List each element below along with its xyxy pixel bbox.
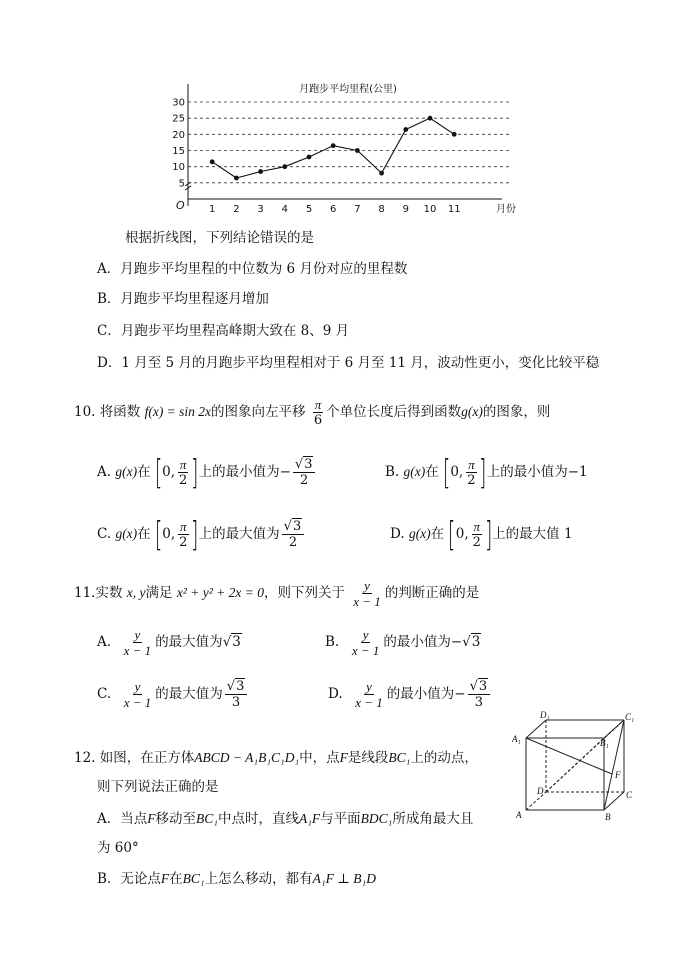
q11-equation: x² + y² + 2x = 0 <box>176 585 264 600</box>
q11-d-text: 的最小值为 <box>386 686 455 702</box>
mileage-chart <box>170 78 530 218</box>
data-point <box>307 155 312 160</box>
q12-b2: 在 <box>169 871 183 887</box>
q11-c-label: C. <box>97 686 112 702</box>
data-point <box>210 159 215 164</box>
q10-a-sqrt3: 3 <box>304 457 313 472</box>
y-tick-label: 15 <box>172 146 185 157</box>
q11-option-a: A. $\frac{y}{x - 1}$ 的最大值为√3 <box>97 627 241 658</box>
q10-function-f: f(x) = sin 2x <box>144 404 212 419</box>
q10-stem <box>74 395 550 429</box>
q11-number: 11. <box>74 585 96 601</box>
q11-c-den: x − 1 <box>123 695 152 710</box>
data-point <box>355 148 360 153</box>
q11-b-den: x − 1 <box>351 643 380 658</box>
q12-b3: 上怎么移动，都有 <box>204 871 313 887</box>
q11-d-den: x − 1 <box>355 695 383 710</box>
q11-d-num: y <box>366 679 372 694</box>
data-point <box>452 132 457 137</box>
q9-option-c: C．月跑步平均里程高峰期大致在 8、9 月 <box>97 323 350 339</box>
label-C1: C₁ <box>625 712 635 722</box>
q12-line-1 <box>74 748 478 768</box>
q10-c-sqrt3: 3 <box>292 519 302 534</box>
q10-a-int: 0, <box>162 464 176 480</box>
q11-text-2: 满足 <box>145 585 173 601</box>
q12-b1: B．无论点 <box>97 871 161 887</box>
q11-d-label: D. <box>328 686 343 702</box>
y-tick-label: 20 <box>172 129 185 141</box>
q11-d-den3: 3 <box>474 695 484 710</box>
x-tick-label: 4 <box>281 204 288 215</box>
q11-a-label: A. <box>97 634 112 650</box>
x-tick-label: 2 <box>233 204 240 215</box>
q10-d-g: g(x) <box>408 526 431 541</box>
data-point <box>403 127 408 132</box>
q10-a-pi: π <box>179 457 187 472</box>
q10-a-g: g(x) <box>115 464 138 479</box>
q12-a-a1f: A₁F <box>298 811 321 826</box>
q11-d-sqrt3: 3 <box>478 679 488 694</box>
x-tick-label: 1 <box>209 204 216 215</box>
label-A: A <box>516 810 522 820</box>
q11-b-sqrt3: 3 <box>471 634 481 650</box>
q10-a-label: A. <box>97 464 112 480</box>
q10-text-2: 的图象向左平移 <box>211 404 306 420</box>
q12-a4: 与平面 <box>320 811 361 827</box>
y-tick-label: 10 <box>172 162 185 174</box>
q12-line-2: 则下列说法正确的是 <box>97 779 219 795</box>
q12-b-bc1: BC₁ <box>182 871 205 886</box>
q10-c-pi: π <box>180 519 187 534</box>
q12-text-1d: 上的动点， <box>410 750 478 766</box>
chart-svg <box>170 78 530 218</box>
q11-stem <box>74 575 479 611</box>
q10-c-two: 2 <box>179 535 188 550</box>
q11-frac-num: y <box>364 578 370 593</box>
label-C: C <box>626 790 633 800</box>
q12-a-bc1: BC₁ <box>196 811 218 826</box>
chart-title: 月跑步平均里程(公里) <box>299 84 397 95</box>
q10-c-zai: 在 <box>137 526 151 542</box>
q10-number: 10. <box>74 404 96 420</box>
x-axis-label: 月份 <box>496 204 516 215</box>
q12-cube: ABCD − A₁B₁C₁D₁ <box>194 750 300 765</box>
q11-c-den3: 3 <box>231 695 241 710</box>
q12-bc1: BC₁ <box>388 750 411 765</box>
q11-text-3: ，则下列关于 <box>263 585 345 601</box>
q10-c-g: g(x) <box>115 526 138 541</box>
q11-b-num: y <box>362 627 369 642</box>
q10-text-4: 的图象，则 <box>482 404 551 420</box>
q10-text-3: 个单位长度后得到函数 <box>326 404 462 420</box>
y-tick-label: 5 <box>178 178 185 190</box>
q10-c-int: 0, <box>162 526 176 542</box>
label-B1: B₁ <box>600 738 609 748</box>
q12-a5: 所成角最大且 <box>392 811 474 827</box>
data-point <box>428 116 433 121</box>
q10-b-label: B. <box>385 464 400 480</box>
q10-d-zai: 在 <box>430 526 445 542</box>
q10-six: 6 <box>313 413 323 428</box>
q11-text-4: 的判断正确的是 <box>384 585 480 601</box>
q12-a-F: F <box>147 811 156 826</box>
q11-xy: x, y <box>126 585 146 600</box>
q10-c-label: C. <box>97 526 112 542</box>
q12-a3: 中点时，直线 <box>217 811 299 827</box>
q10-option-c: C. g(x)在 [0, $\frac{\pi}{2}$ ]上的最大值为 $\frac{√3}{2}$ <box>97 514 306 554</box>
q10-b-pi: π <box>468 457 475 472</box>
q10-a-zai: 在 <box>137 464 151 480</box>
q12-b4: A₁F ⊥ B₁D <box>312 871 376 886</box>
q11-b-text: 的最小值为 <box>383 634 451 650</box>
label-B: B <box>605 812 611 822</box>
q12-a-bdc1: BDC₁ <box>360 811 393 826</box>
q10-a-text: 上的最小值为 <box>198 464 280 480</box>
q11-option-c: C. $\frac{y}{x - 1}$ 的最大值为 $\frac{√3}{3}$ <box>97 674 249 714</box>
q10-option-d: D. g(x)在 [0, $\frac{\pi}{2}$ ]上的最大值 1 <box>390 514 573 555</box>
x-tick-label: 6 <box>330 204 337 215</box>
q10-a-den: 2 <box>300 473 309 488</box>
q11-a-den: x − 1 <box>123 643 152 658</box>
q12-a2: 移动至 <box>155 811 196 827</box>
q10-pi-over-6 <box>312 397 324 428</box>
q10-b-two: 2 <box>467 473 476 488</box>
y-tick-label: 25 <box>172 113 185 125</box>
q11-c-sqrt3: 3 <box>236 679 245 694</box>
right-bracket: ] <box>191 452 199 493</box>
q12-option-a-line2: 为 60° <box>97 840 139 856</box>
q12-option-b <box>97 869 376 889</box>
q10-d-label: D. <box>390 526 405 542</box>
q10-function-g: g(x) <box>461 404 483 419</box>
q12-number: 12. <box>74 750 96 766</box>
q12-text-1c: 是线段 <box>347 750 389 766</box>
q11-a-num: y <box>134 627 141 642</box>
q10-option-b: B. g(x)在 [0, $\frac{\pi}{2}$ ]上的最小值为−1 <box>385 452 588 493</box>
q9-stem: 根据折线图，下列结论错误的是 <box>125 230 314 246</box>
q11-c-num: y <box>134 679 141 694</box>
q11-c-text: 的最大值为 <box>155 686 223 702</box>
q10-a-two: 2 <box>179 473 188 488</box>
q9-option-b: B．月跑步平均里程逐月增加 <box>97 291 269 307</box>
q12-b-F: F <box>160 871 170 886</box>
label-D1: D₁ <box>540 710 550 720</box>
q10-c-den: 2 <box>288 535 298 550</box>
q11-b-neg: − <box>450 634 463 650</box>
q12-option-a-line1 <box>97 809 473 829</box>
segment-bc1 <box>604 720 624 810</box>
label-A1: A₁ <box>512 734 521 744</box>
q12-text-1b: 中，点 <box>299 750 340 766</box>
x-tick-label: 8 <box>378 204 385 215</box>
x-tick-label: 3 <box>257 204 264 215</box>
q9-option-d: D．1 月至 5 月的月跑步平均里程相对于 6 月至 11 月，波动性更小，变化比较平稳 <box>97 355 600 371</box>
q10-text-1: 将函数 <box>99 404 141 420</box>
label-F: F <box>615 770 621 780</box>
q12-text-1a: 如图，在正方体 <box>99 750 195 766</box>
data-point <box>331 143 336 148</box>
x-tick-label: 7 <box>354 204 361 215</box>
data-point <box>379 171 384 176</box>
q10-b-neg1: −1 <box>567 464 588 480</box>
data-point <box>282 164 287 169</box>
q11-b-label: B. <box>325 634 340 650</box>
y-tick-label: 30 <box>172 97 185 109</box>
q10-d-two: 2 <box>472 535 481 550</box>
origin-label: O <box>176 199 185 212</box>
segment-dc1 <box>546 720 624 792</box>
q10-b-text: 上的最小值为 <box>486 464 568 480</box>
edge-a1d1 <box>526 720 546 738</box>
x-tick-label: 10 <box>423 204 437 215</box>
data-point <box>234 176 239 181</box>
q10-c-text: 上的最大值为 <box>198 526 280 542</box>
q12-F: F <box>339 750 348 765</box>
q10-d-int: 0, <box>455 526 469 542</box>
series-line <box>212 118 454 178</box>
x-tick-label: 11 <box>447 204 461 215</box>
data-point <box>258 169 263 174</box>
q11-a-sqrt3: 3 <box>232 634 241 650</box>
cube-figure <box>512 708 642 823</box>
q10-a-neg: − <box>279 464 291 480</box>
q11-option-d: D. $\frac{y}{x - 1}$ 的最小值为− $\frac{√3}{3}$ <box>328 674 492 714</box>
q10-d-text: 上的最大值 1 <box>492 526 573 542</box>
q11-text-1: 实数 <box>95 585 123 601</box>
q10-option-a: A. g(x)在 [0, $\frac{\pi}{2}$ ]上的最小值为− $\frac{√3}{2}$ <box>97 452 317 492</box>
q10-b-g: g(x) <box>403 464 426 479</box>
label-D: D <box>537 786 544 796</box>
q11-d-neg: − <box>454 686 466 702</box>
q11-option-b: B. $\frac{y}{x - 1}$ 的最小值为−√3 <box>325 627 481 658</box>
q10-d-pi: π <box>473 519 481 534</box>
q11-frac-den: x − 1 <box>353 594 381 609</box>
q10-b-int: 0, <box>450 464 464 480</box>
left-bracket: [ <box>154 452 163 493</box>
q9-option-a: A．月跑步平均里程的中位数为 6 月份对应的里程数 <box>97 261 408 277</box>
q10-b-zai: 在 <box>425 464 439 480</box>
q10-pi: π <box>314 397 322 412</box>
x-tick-label: 5 <box>305 204 313 215</box>
q11-a-text: 的最大值为 <box>155 634 223 650</box>
q12-a1: A．当点 <box>97 811 148 827</box>
x-tick-label: 9 <box>402 204 409 215</box>
